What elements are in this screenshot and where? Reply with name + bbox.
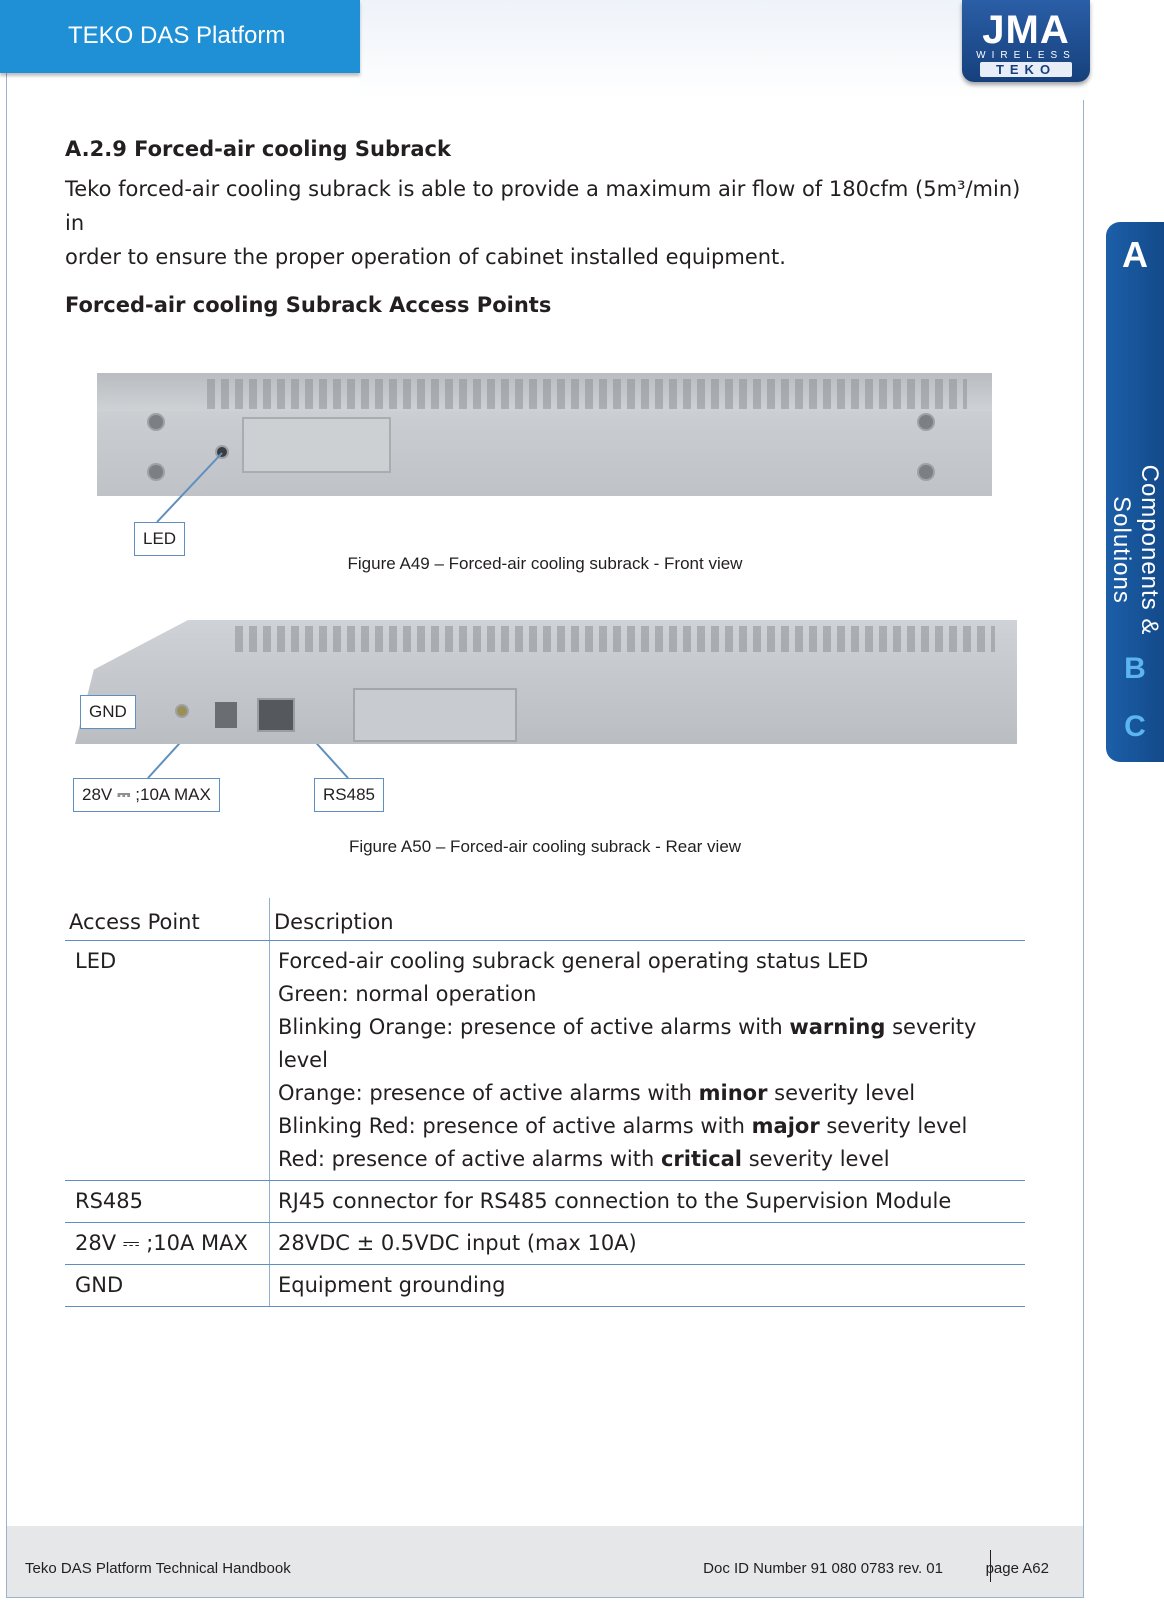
- tab-c[interactable]: C: [1124, 710, 1146, 743]
- cell-point: RS485: [65, 1181, 270, 1223]
- paragraph-line: Teko forced-air cooling subrack is able to provide a maximum air flow of 180cfm (5m³/min) in: [65, 177, 1021, 235]
- table-row: [65, 1223, 1025, 1265]
- access-points-table: [65, 898, 1025, 1307]
- table-row: [65, 1181, 1025, 1223]
- section-title: A.2.9 Forced-air cooling Subrack: [65, 137, 451, 161]
- cell-point: GND: [65, 1265, 270, 1307]
- front-view-caption: Figure A49 – Forced-air cooling subrack - Front view: [347, 554, 743, 573]
- desc-line: Blinking Red: presence of active alarms with major severity level: [278, 1114, 968, 1138]
- cell-description: [270, 941, 1026, 1181]
- logo-product: TEKO: [980, 62, 1072, 77]
- logo-brand: JMA: [982, 8, 1070, 52]
- tab-a-label: Components & Solutions: [1108, 464, 1163, 636]
- desc-line: Red: presence of active alarms with critical severity level: [278, 1147, 890, 1171]
- desc-line: Forced-air cooling subrack general operating status LED: [278, 949, 869, 973]
- severity-major: major: [751, 1114, 820, 1138]
- tab-b[interactable]: B: [1124, 652, 1146, 685]
- table-header-row: [65, 898, 1025, 941]
- cell-point: LED: [65, 941, 270, 1181]
- logo-sub: WIRELESS: [976, 50, 1076, 61]
- desc-line: Orange: presence of active alarms with minor severity level: [278, 1081, 916, 1105]
- ground-stud: [175, 704, 189, 718]
- label-plate: [353, 688, 517, 742]
- table-row: [65, 941, 1025, 1181]
- severity-minor: minor: [698, 1081, 768, 1105]
- cell-description: Equipment grounding: [270, 1265, 1026, 1307]
- desc-line: Blinking Orange: presence of active alarms with warning severity level: [278, 1015, 977, 1072]
- footer-doc-id: Doc ID Number 91 080 0783 rev. 01: [703, 1560, 943, 1577]
- rear-view-photo: [75, 620, 1017, 744]
- power-connector: [215, 702, 237, 728]
- vent-grille: [235, 626, 995, 652]
- power-callout: 28V ⎓ ;10A MAX: [73, 778, 220, 812]
- page-footer: [7, 1526, 1083, 1597]
- footer-page-number: page A62: [985, 1560, 1049, 1577]
- rs485-callout: RS485: [314, 778, 384, 812]
- severity-critical: critical: [660, 1147, 743, 1171]
- paragraph-line: order to ensure the proper operation of cabinet installed equipment.: [65, 245, 786, 269]
- col-header-access-point: Access Point: [65, 898, 270, 941]
- header-title: TEKO DAS Platform: [68, 22, 286, 49]
- led-callout: LED: [134, 522, 185, 556]
- desc-line: Green: normal operation: [278, 982, 537, 1006]
- led-callout-line: [157, 453, 222, 522]
- gnd-callout: GND: [80, 695, 136, 729]
- cell-description: RJ45 connector for RS485 connection to the Supervision Module: [270, 1181, 1026, 1223]
- tab-a[interactable]: A: [1122, 234, 1148, 275]
- cell-description: 28VDC ± 0.5VDC input (max 10A): [270, 1223, 1026, 1265]
- severity-warning: warning: [789, 1015, 886, 1039]
- cell-point: 28V ⎓ ;10A MAX: [65, 1223, 270, 1265]
- rj45-port: [257, 698, 295, 732]
- table-row: [65, 1265, 1025, 1307]
- col-header-description: Description: [270, 898, 1026, 941]
- rear-view-caption: Figure A50 – Forced-air cooling subrack - Rear view: [348, 837, 742, 856]
- access-points-heading: Forced-air cooling Subrack Access Points: [65, 293, 552, 317]
- footer-handbook-title: Teko DAS Platform Technical Handbook: [25, 1560, 291, 1577]
